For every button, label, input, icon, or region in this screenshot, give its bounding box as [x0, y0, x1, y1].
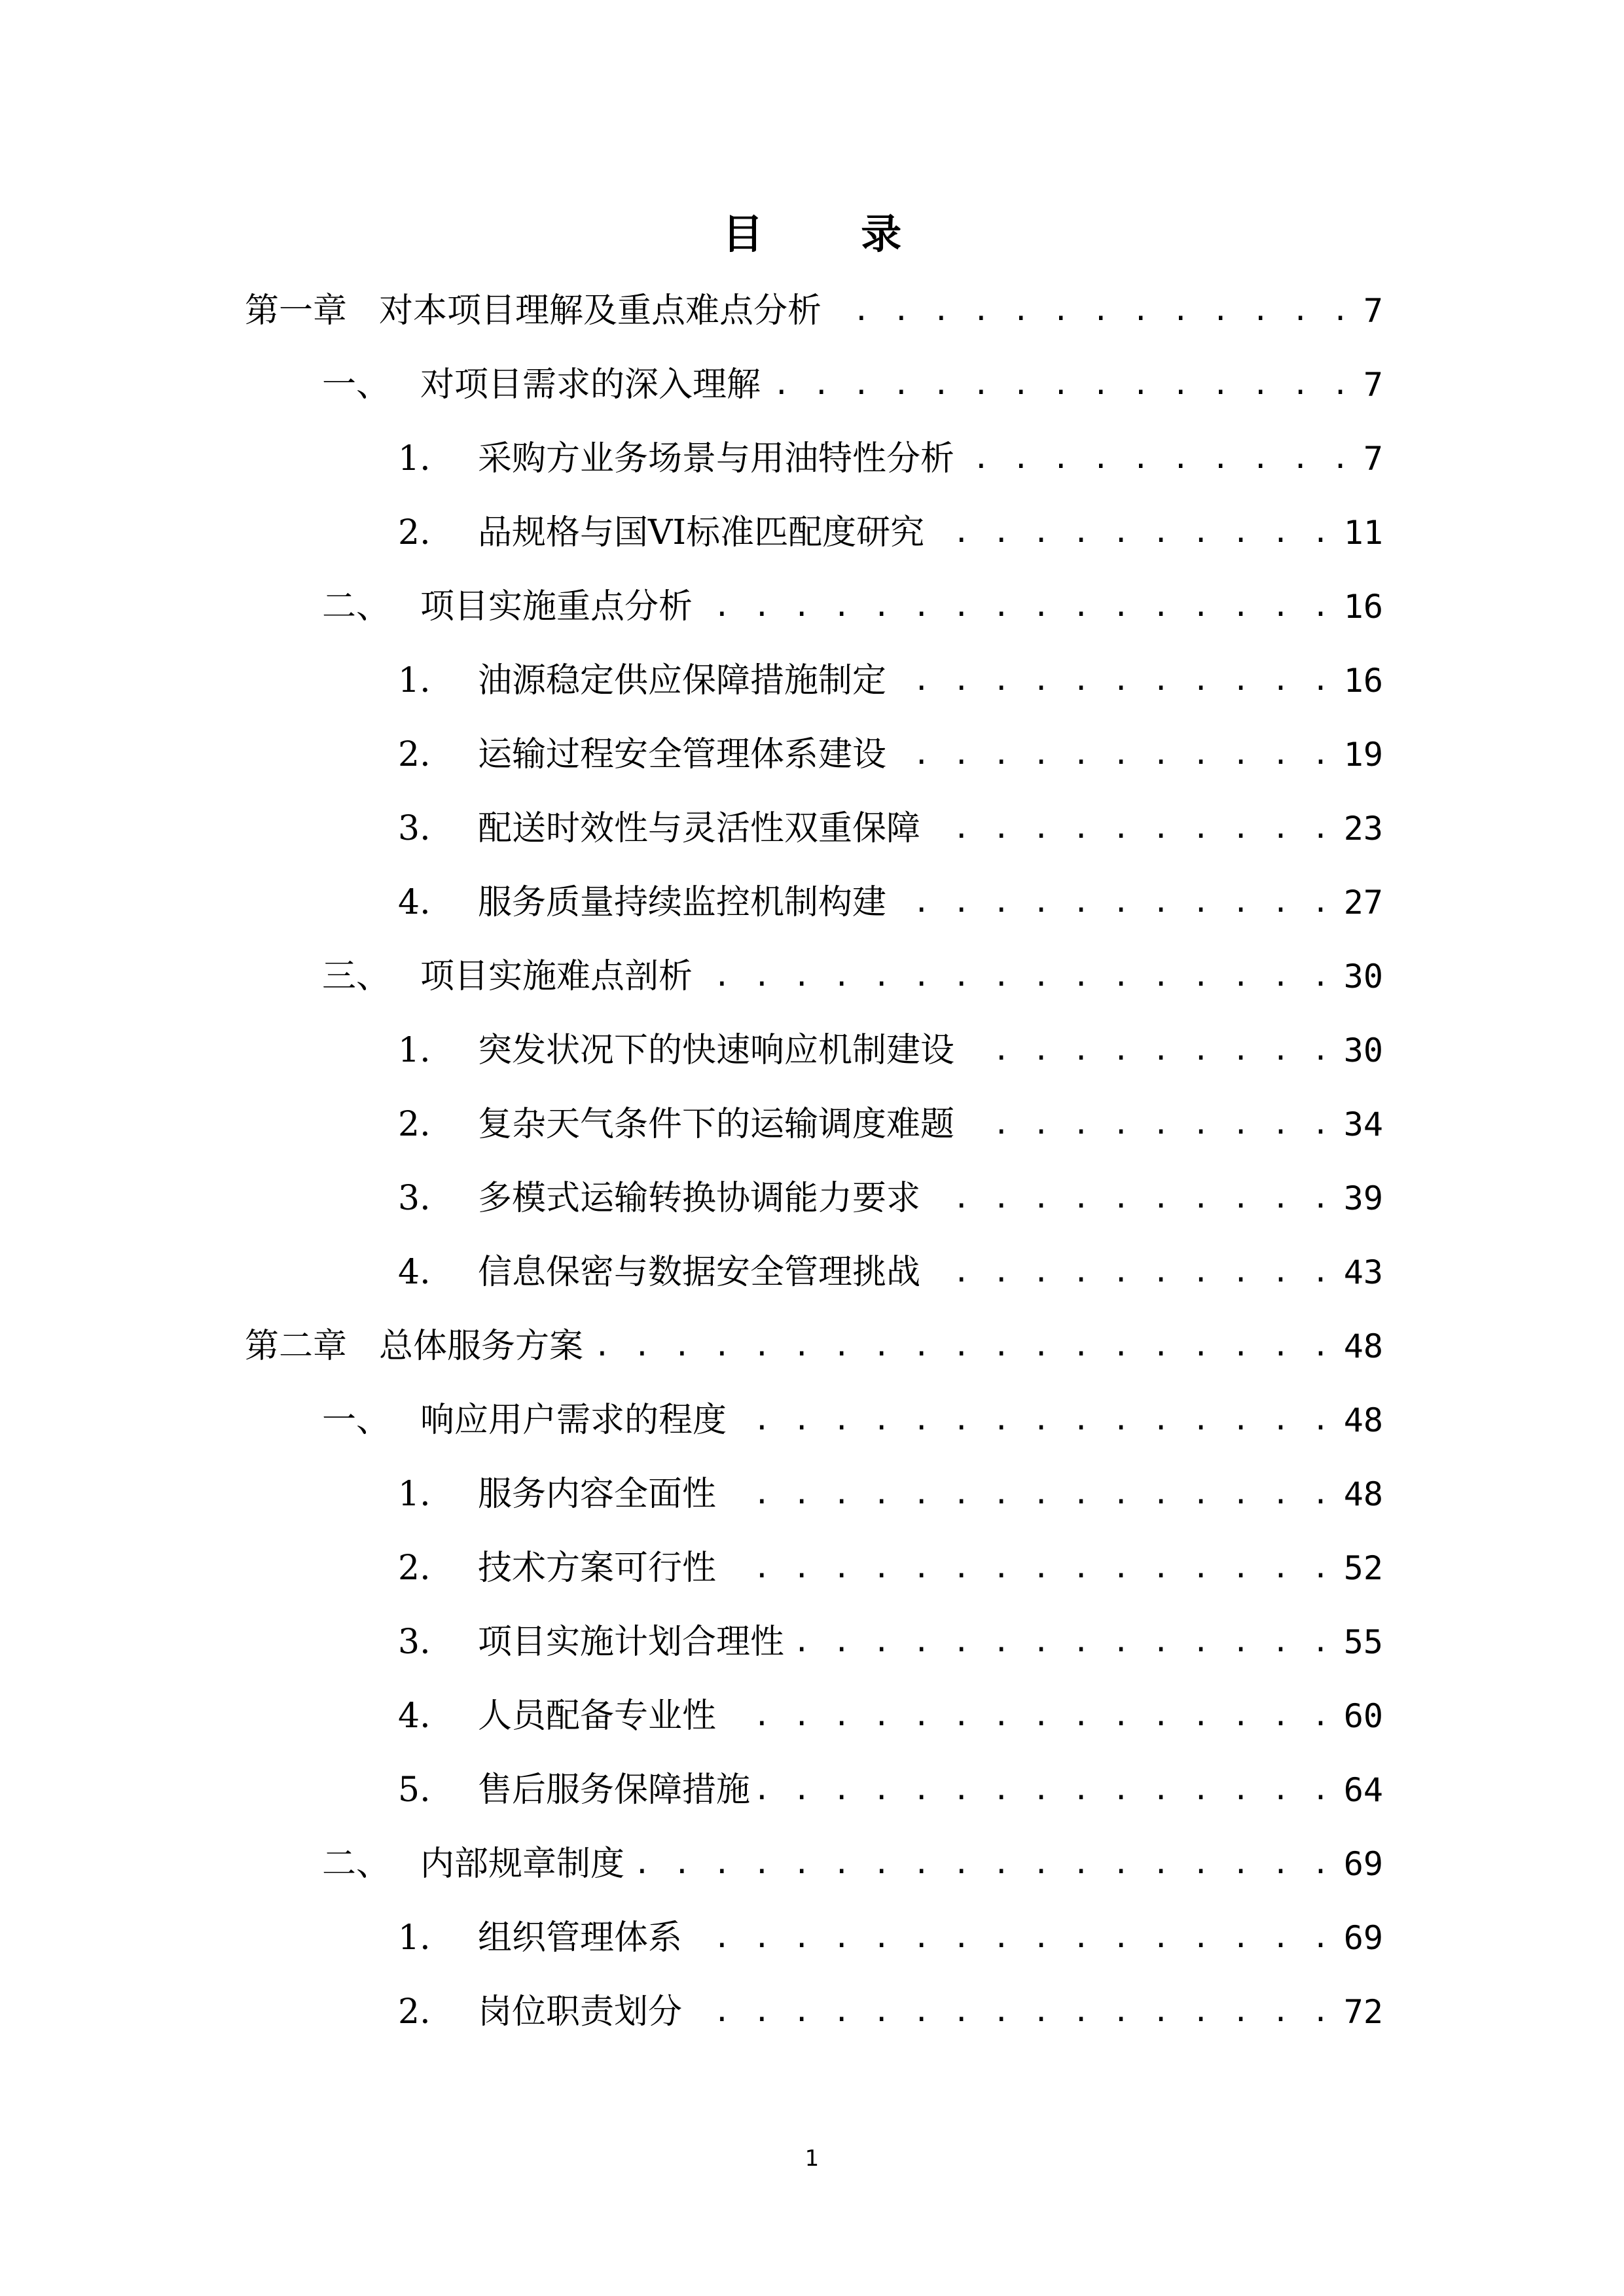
toc-entry[interactable] — [322, 1835, 1383, 1893]
toc-entry-number: 1. — [398, 439, 431, 478]
toc-entry-page: 60 — [1343, 1697, 1383, 1735]
toc-entry-number: 一、 — [322, 1401, 391, 1440]
toc-entry-page: 39 — [1343, 1179, 1383, 1217]
toc-entry-page: 7 — [1363, 440, 1383, 478]
toc-leader-dots — [691, 1982, 1332, 2041]
toc-leader-dots — [933, 503, 1332, 562]
toc-entry-page: 34 — [1343, 1105, 1383, 1143]
toc-entry-page: 16 — [1343, 588, 1383, 626]
toc-entry[interactable] — [398, 503, 1383, 562]
toc-leader-dots — [634, 1835, 1332, 1893]
toc-entry-text: 售后服务保障措施 — [478, 1770, 751, 1810]
toc-entry-text: 品规格与国VI标准匹配度研究 — [478, 513, 925, 552]
toc-entry-text: 配送时效性与灵活性双重保障 — [478, 809, 921, 848]
toc-entry-text: 总体服务方案 — [379, 1327, 584, 1366]
toc-entry-text: 岗位职责划分 — [478, 1992, 683, 2032]
toc-entry-number: 第一章 — [245, 291, 348, 331]
toc-entry-number: 二、 — [322, 1844, 391, 1884]
toc-leader-dots — [725, 1539, 1332, 1598]
toc-leader-dots — [725, 1465, 1332, 1524]
toc-entry-number: 2. — [398, 1549, 431, 1588]
toc-entry-text: 油源稳定供应保障措施制定 — [478, 661, 887, 700]
toc-entry[interactable] — [398, 1909, 1383, 1967]
toc-leader-dots — [770, 355, 1352, 414]
toc-entry-number: 4. — [398, 883, 431, 922]
toc-entry-page: 16 — [1343, 662, 1383, 700]
toc-entry-page: 30 — [1343, 1031, 1383, 1069]
toc-entry-number: 1. — [398, 661, 431, 700]
toc-leader-dots — [702, 577, 1332, 636]
toc-leader-dots — [759, 1761, 1332, 1820]
toc-entry[interactable] — [398, 1243, 1383, 1302]
toc-entry-text: 多模式运输转换协调能力要求 — [478, 1179, 921, 1218]
toc-entry-number: 1. — [398, 1031, 431, 1070]
toc-entry[interactable] — [398, 429, 1383, 488]
toc-title: 目 录 — [722, 210, 944, 258]
toc-entry-number: 二、 — [322, 587, 391, 626]
toc-entry-page: 55 — [1343, 1623, 1383, 1661]
toc-leader-dots — [793, 1613, 1332, 1672]
toc-leader-dots — [725, 1687, 1332, 1746]
toc-entry[interactable] — [398, 799, 1383, 858]
toc-entry-text: 项目实施计划合理性 — [478, 1623, 785, 1662]
toc-entry-page: 52 — [1343, 1549, 1383, 1587]
toc-entry-number: 2. — [398, 735, 431, 774]
toc-leader-dots — [702, 947, 1332, 1006]
toc-entry-text: 运输过程安全管理体系建设 — [478, 735, 887, 774]
toc-entry-number: 三、 — [322, 957, 391, 996]
toc-entry-number: 第二章 — [245, 1327, 348, 1366]
toc-entry-text: 复杂天气条件下的运输调度难题 — [478, 1105, 955, 1144]
toc-entry-number: 5. — [398, 1770, 431, 1810]
toc-leader-dots — [895, 651, 1332, 710]
toc-entry[interactable] — [398, 1465, 1383, 1524]
toc-entry[interactable] — [398, 1021, 1383, 1080]
toc-entry-text: 突发状况下的快速响应机制建设 — [478, 1031, 955, 1070]
toc-entry-number: 2. — [398, 1992, 431, 2032]
toc-entry-page: 19 — [1343, 736, 1383, 774]
toc-entry-page: 64 — [1343, 1771, 1383, 1809]
toc-entry-text: 响应用户需求的程度 — [420, 1401, 727, 1440]
toc-leader-dots — [964, 1095, 1332, 1154]
toc-entry-page: 7 — [1363, 366, 1383, 404]
toc-leader-dots — [929, 799, 1332, 858]
toc-entry-number: 3. — [398, 809, 431, 848]
toc-entry[interactable] — [398, 1539, 1383, 1598]
toc-entry-number: 4. — [398, 1696, 431, 1736]
toc-entry-text: 项目实施重点分析 — [420, 587, 693, 626]
toc-leader-dots — [592, 1317, 1332, 1376]
toc-entry-text: 人员配备专业性 — [478, 1696, 717, 1736]
toc-entry-page: 7 — [1363, 292, 1383, 330]
toc-entry[interactable] — [322, 947, 1383, 1006]
toc-entry-page: 48 — [1343, 1327, 1383, 1365]
toc-leader-dots — [929, 1243, 1332, 1302]
toc-entry[interactable] — [398, 651, 1383, 710]
toc-leader-dots — [831, 281, 1352, 340]
page-number: 1 — [804, 2145, 820, 2172]
toc-entry-number: 2. — [398, 1105, 431, 1144]
toc-entry-text: 对项目需求的深入理解 — [420, 365, 761, 404]
toc-entry-text: 服务质量持续监控机制构建 — [478, 883, 887, 922]
toc-entry-page: 43 — [1343, 1253, 1383, 1291]
toc-leader-dots — [691, 1909, 1332, 1967]
toc-entry[interactable] — [398, 725, 1383, 784]
toc-entry-number: 2. — [398, 513, 431, 552]
toc-entry[interactable] — [245, 1317, 1383, 1376]
toc-entry-number: 1. — [398, 1918, 431, 1958]
toc-entry-page: 23 — [1343, 810, 1383, 848]
toc-entry-text: 内部规章制度 — [420, 1844, 625, 1884]
toc-entry-page: 69 — [1343, 1919, 1383, 1957]
toc-entry[interactable] — [322, 1391, 1383, 1450]
toc-entry-number: 4. — [398, 1253, 431, 1292]
toc-leader-dots — [964, 429, 1352, 488]
toc-entry-text: 服务内容全面性 — [478, 1475, 717, 1514]
toc-entry-text: 项目实施难点剖析 — [420, 957, 693, 996]
toc-entry-page: 72 — [1343, 1993, 1383, 2031]
toc-entry-page: 30 — [1343, 958, 1383, 996]
toc-entry[interactable] — [398, 1687, 1383, 1746]
toc-entry-number: 1. — [398, 1475, 431, 1514]
toc-entry[interactable] — [398, 1613, 1383, 1672]
toc-leader-dots — [964, 1021, 1332, 1080]
toc-entry[interactable] — [398, 1095, 1383, 1154]
toc-entry-page: 27 — [1343, 884, 1383, 922]
toc-entry[interactable] — [398, 873, 1383, 932]
toc-entry-text: 技术方案可行性 — [478, 1549, 717, 1588]
toc-leader-dots — [895, 725, 1332, 784]
toc-entry[interactable] — [322, 577, 1383, 636]
toc-entry-text: 组织管理体系 — [478, 1918, 683, 1958]
toc-entry-number: 3. — [398, 1623, 431, 1662]
toc-entry[interactable] — [245, 281, 1383, 340]
toc-entry[interactable] — [398, 1169, 1383, 1228]
toc-entry-text: 采购方业务场景与用油特性分析 — [478, 439, 955, 478]
toc-entry-page: 48 — [1343, 1401, 1383, 1439]
toc-entry[interactable] — [398, 1982, 1383, 2041]
toc-entry-text: 对本项目理解及重点难点分析 — [379, 291, 822, 331]
toc-leader-dots — [895, 873, 1332, 932]
toc-entry-number: 一、 — [322, 365, 391, 404]
toc-leader-dots — [736, 1391, 1332, 1450]
toc-entry-number: 3. — [398, 1179, 431, 1218]
toc-entry-page: 48 — [1343, 1475, 1383, 1513]
toc-entry[interactable] — [322, 355, 1383, 414]
toc-entry-page: 69 — [1343, 1845, 1383, 1883]
toc-entry-text: 信息保密与数据安全管理挑战 — [478, 1253, 921, 1292]
toc-entry[interactable] — [398, 1761, 1383, 1820]
toc-entry-page: 11 — [1343, 514, 1383, 552]
toc-leader-dots — [929, 1169, 1332, 1228]
